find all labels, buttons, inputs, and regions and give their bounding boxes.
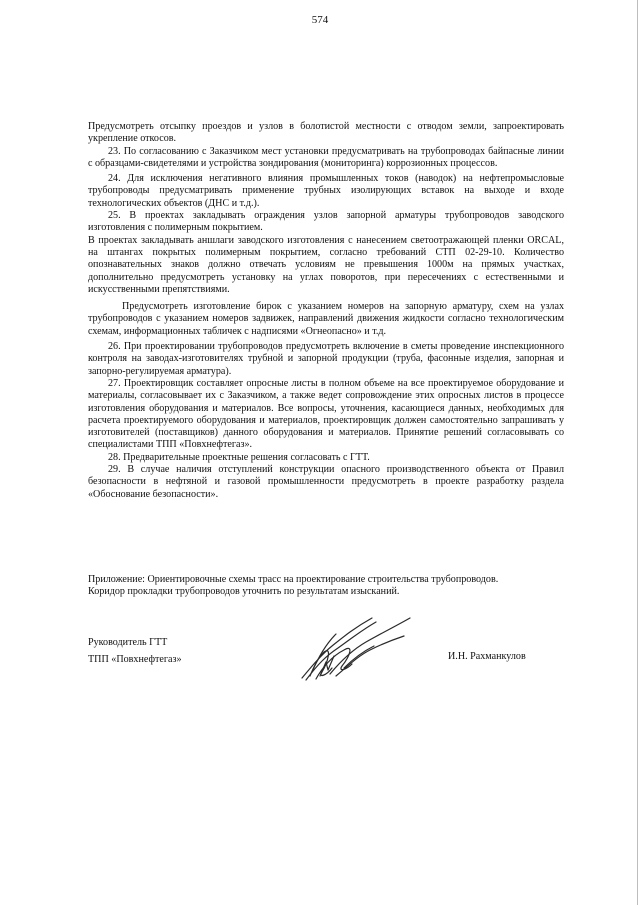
paragraph-land-allocation: Предусмотреть отсыпку проездов и узлов в болотистой местности с отводом земли, запроектировать укрепление откосов.	[88, 121, 564, 145]
document-body	[88, 121, 564, 501]
paragraph-23: 23. По согласованию с Заказчиком мест установки предусматривать на трубопроводах байпасные линии с образцами-свидетелями и устройства зондирования (мониторинга) коррозионных процессов.	[88, 145, 564, 169]
appendix-line-2: Коридор прокладки трубопроводов уточнить по результатам изысканий.	[88, 586, 400, 598]
signatory-name: И.Н. Рахманкулов	[448, 651, 526, 662]
paragraph-25-tags: Предусмотреть изготовление бирок с указанием номеров на запорную арматуру, схем на узлах трубопроводов с указанием номеров задвижек, направлений движения жидкости согласно технологическим схемам, информационных табличек с надписями «Огнеопасно» и т.д.	[88, 301, 564, 337]
paragraph-25-signs: В проектах закладывать аншлаги заводского изготовления с нанесением светоотражающей пленки ORCAL, на штангах покрытых полимерным покрытием, согласно требований СТП 02-29-10. Количество опознавательных знаков должно отвечать условиям не превышения 1000м на прямых участках, дополнительно предусмотреть установку на углах поворотов, при пересечениях с естественными и искусственными препятствиями.	[88, 234, 564, 295]
signatory-position: Руководитель ГТТ	[88, 637, 168, 648]
paragraph-29: 29. В случае наличия отступлений конструкции опасного производственного объекта от Правил безопасности в нефтяной и газовой промышленности предусмотреть в проекте разработку раздела «Обоснование безопасности».	[88, 464, 564, 500]
signatory-organization: ТПП «Повхнефтегаз»	[88, 654, 182, 665]
paragraph-26: 26. При проектировании трубопроводов предусмотреть включение в сметы проведение инспекционного контроля на заводах-изготовителях трубной и запорной продукции (труба, фасонные изделия, запорная и запорно-регулируемая арматура).	[88, 341, 564, 377]
signature-scribble-icon	[292, 606, 422, 686]
handwritten-signature	[292, 606, 422, 691]
signatory-title	[88, 634, 182, 668]
appendix-line-1: Приложение: Ориентировочные схемы трасс на проектирование строительства трубопроводов.	[88, 574, 499, 585]
page-number: 574	[311, 14, 329, 26]
appendix-note	[88, 574, 566, 599]
paragraph-27: 27. Проектировщик составляет опросные листы в полном объеме на все проектируемое оборудование и материалы, согласовывает их с Заказчиком, а также ведет сопровождение этих опросных листов в процессе изготовления оборудования и материалов. Все вопросы, уточнения, касающиеся данных, необходимых для расчета проектируемого оборудования и материалов, проектировщик должен самостоятельно запрашивать у изготовителей (поставщиков) данного оборудования и материалов. Принятие решений согласовывать со специалистами ТПП «Повхнефтегаз».	[88, 377, 564, 451]
paragraph-28: 28. Предварительные проектные решения согласовать с ГТТ.	[108, 451, 370, 463]
paragraph-25: 25. В проектах закладывать ограждения узлов запорной арматуры трубопроводов заводского изготовления с полимерным покрытием.	[88, 210, 564, 234]
paragraph-24: 24. Для исключения негативного влияния промышленных токов (наводок) на нефтепромысловые трубопроводы предусматривать применение трубных изолирующих вставок на выходе и входе технологических объектов (ДНС и т.д.).	[88, 173, 564, 209]
scan-edge-divider	[637, 0, 638, 905]
